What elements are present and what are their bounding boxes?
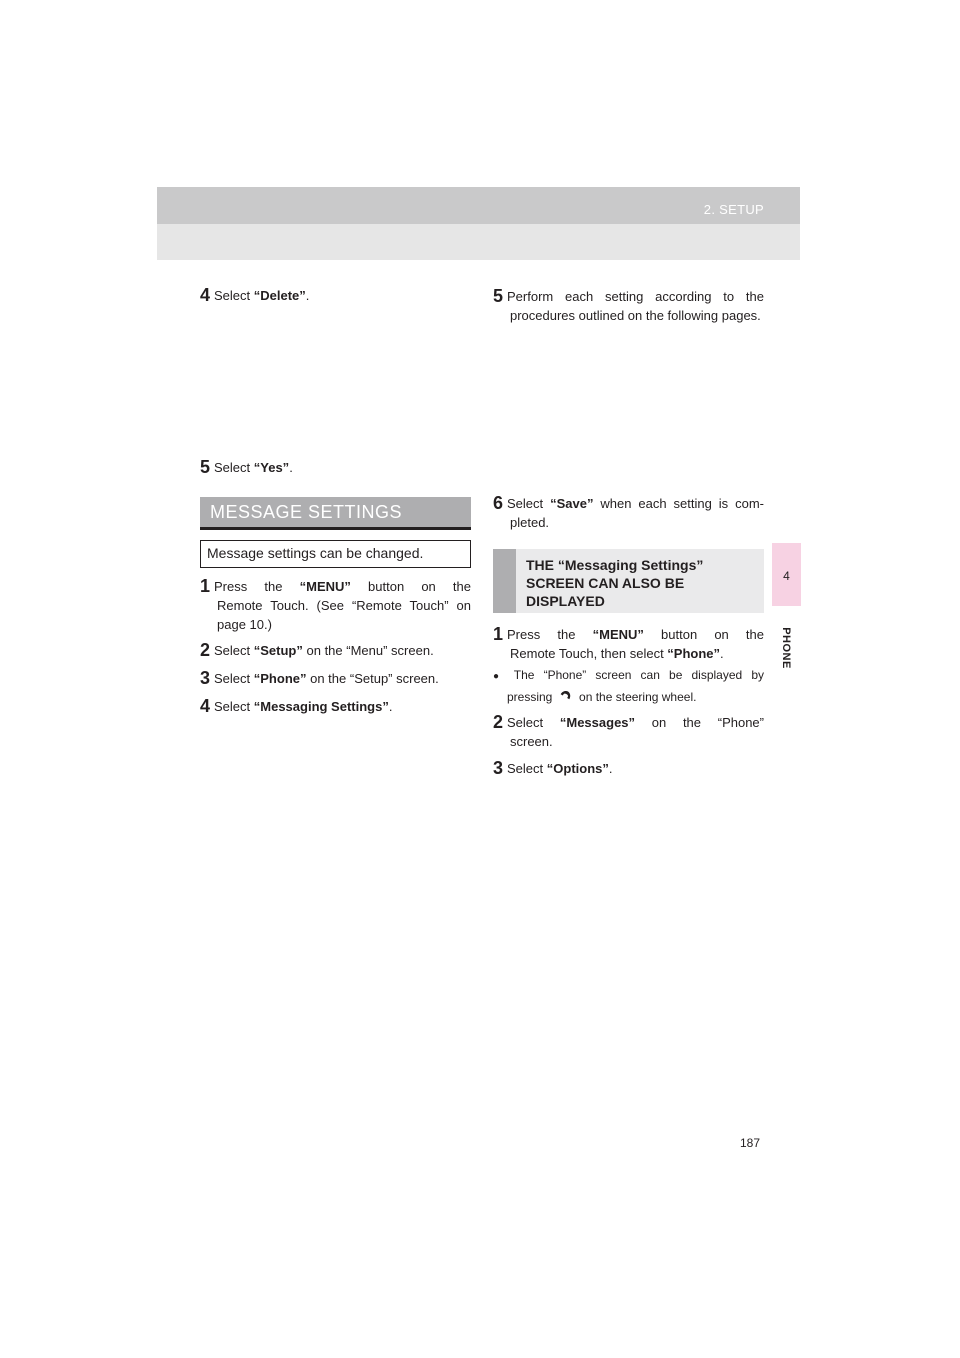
step-text-end: button on the bbox=[643, 627, 764, 642]
step-emphasis: “MENU” bbox=[299, 579, 351, 594]
phone-icon bbox=[556, 688, 576, 708]
section-title: 2. SETUP bbox=[703, 202, 764, 217]
subsection-title-line: THE “Messaging Settings” bbox=[526, 557, 704, 573]
step-text-end: . bbox=[305, 288, 310, 303]
step-text: Select bbox=[214, 643, 254, 658]
step-emphasis: “Yes” bbox=[253, 460, 290, 475]
section-intro-text: Message settings can be changed. bbox=[207, 545, 424, 561]
section-banner-title: MESSAGE SETTINGS bbox=[210, 502, 403, 522]
note-text: on the steering wheel. bbox=[575, 690, 697, 704]
step-yes bbox=[200, 458, 470, 477]
page-number: 187 bbox=[740, 1136, 761, 1150]
chapter-number: 4 bbox=[783, 569, 790, 583]
step-continuation: pleted. bbox=[510, 515, 550, 530]
step-text-end: button on the bbox=[350, 579, 471, 594]
step-number: 1 bbox=[200, 576, 211, 596]
step-text: Press the bbox=[507, 627, 593, 642]
step-emphasis: “Delete” bbox=[253, 288, 306, 303]
step-number: 1 bbox=[493, 624, 504, 644]
subsection-box bbox=[493, 549, 764, 613]
step-text-end: on the “Menu” screen. bbox=[302, 643, 434, 658]
step-text: Select bbox=[214, 699, 254, 714]
step-press-menu bbox=[200, 577, 471, 634]
step-emphasis: “Setup” bbox=[253, 643, 303, 658]
section-intro-box bbox=[200, 540, 471, 568]
step-text-end: on the “Phone” bbox=[635, 715, 764, 730]
step-continuation-text: Remote Touch, then select bbox=[510, 646, 668, 661]
section-banner bbox=[200, 497, 471, 530]
step-continuation bbox=[493, 644, 764, 663]
step-select-save bbox=[493, 494, 764, 532]
step-number: 4 bbox=[200, 285, 211, 305]
step-select-phone bbox=[200, 669, 471, 688]
step-text-end: . bbox=[720, 646, 724, 661]
note-bullet bbox=[493, 665, 764, 708]
step-text: Select bbox=[507, 715, 560, 730]
step-text-end: on the “Setup” screen. bbox=[306, 671, 439, 686]
step-number: 5 bbox=[493, 286, 504, 306]
step-emphasis: “Options” bbox=[546, 761, 609, 776]
step-emphasis: “Messages” bbox=[559, 715, 636, 730]
step-text: Select bbox=[214, 460, 254, 475]
step-number: 4 bbox=[200, 696, 211, 716]
subsection-title bbox=[526, 556, 703, 610]
step-continuation: Remote Touch. (See “Remote Touch” on page 10.) bbox=[217, 598, 471, 632]
step-emphasis: “Save” bbox=[550, 496, 594, 511]
step-perform-settings bbox=[493, 287, 764, 325]
step-select-messages bbox=[493, 713, 764, 751]
step-text: Select bbox=[214, 288, 254, 303]
step-number: 2 bbox=[493, 712, 504, 732]
step-number: 5 bbox=[200, 457, 211, 477]
step-number: 3 bbox=[200, 668, 211, 688]
step-number: 3 bbox=[493, 758, 504, 778]
step-continuation: screen. bbox=[510, 734, 553, 749]
step-emphasis: “MENU” bbox=[592, 627, 644, 642]
note-text: The “Phone” screen can be displayed by bbox=[513, 668, 764, 682]
step-emphasis: “Phone” bbox=[253, 671, 307, 686]
step-text: Select bbox=[507, 496, 551, 511]
step-text: Select bbox=[507, 761, 547, 776]
chapter-label: PHONE bbox=[780, 627, 792, 669]
step-select-setup bbox=[200, 641, 471, 660]
step-select-options bbox=[493, 759, 764, 778]
step-delete bbox=[200, 286, 470, 305]
step-press-menu-phone bbox=[493, 625, 764, 663]
subsection-accent-bar bbox=[493, 549, 516, 613]
step-number: 6 bbox=[493, 493, 504, 513]
step-text: Select bbox=[214, 671, 254, 686]
step-text-end: . bbox=[289, 460, 293, 475]
step-emphasis: “Messaging Settings” bbox=[253, 699, 389, 714]
subsection-title-line: DISPLAYED bbox=[526, 593, 605, 609]
bullet-icon: ● bbox=[493, 671, 505, 682]
subsection-title-line: SCREEN CAN ALSO BE bbox=[526, 575, 685, 591]
step-text-end: . bbox=[608, 761, 613, 776]
step-text: Perform each setting according to the bbox=[507, 289, 764, 304]
header-subband bbox=[157, 224, 800, 260]
step-number: 2 bbox=[200, 640, 211, 660]
step-text: Press the bbox=[214, 579, 300, 594]
note-text: pressing bbox=[507, 690, 556, 704]
step-text-end: when each setting is com- bbox=[593, 496, 765, 511]
step-text-end: . bbox=[388, 699, 393, 714]
step-continuation: procedures outlined on the following pages. bbox=[510, 308, 761, 323]
step-emphasis: “Phone” bbox=[667, 646, 721, 661]
step-select-messaging-settings bbox=[200, 697, 471, 716]
